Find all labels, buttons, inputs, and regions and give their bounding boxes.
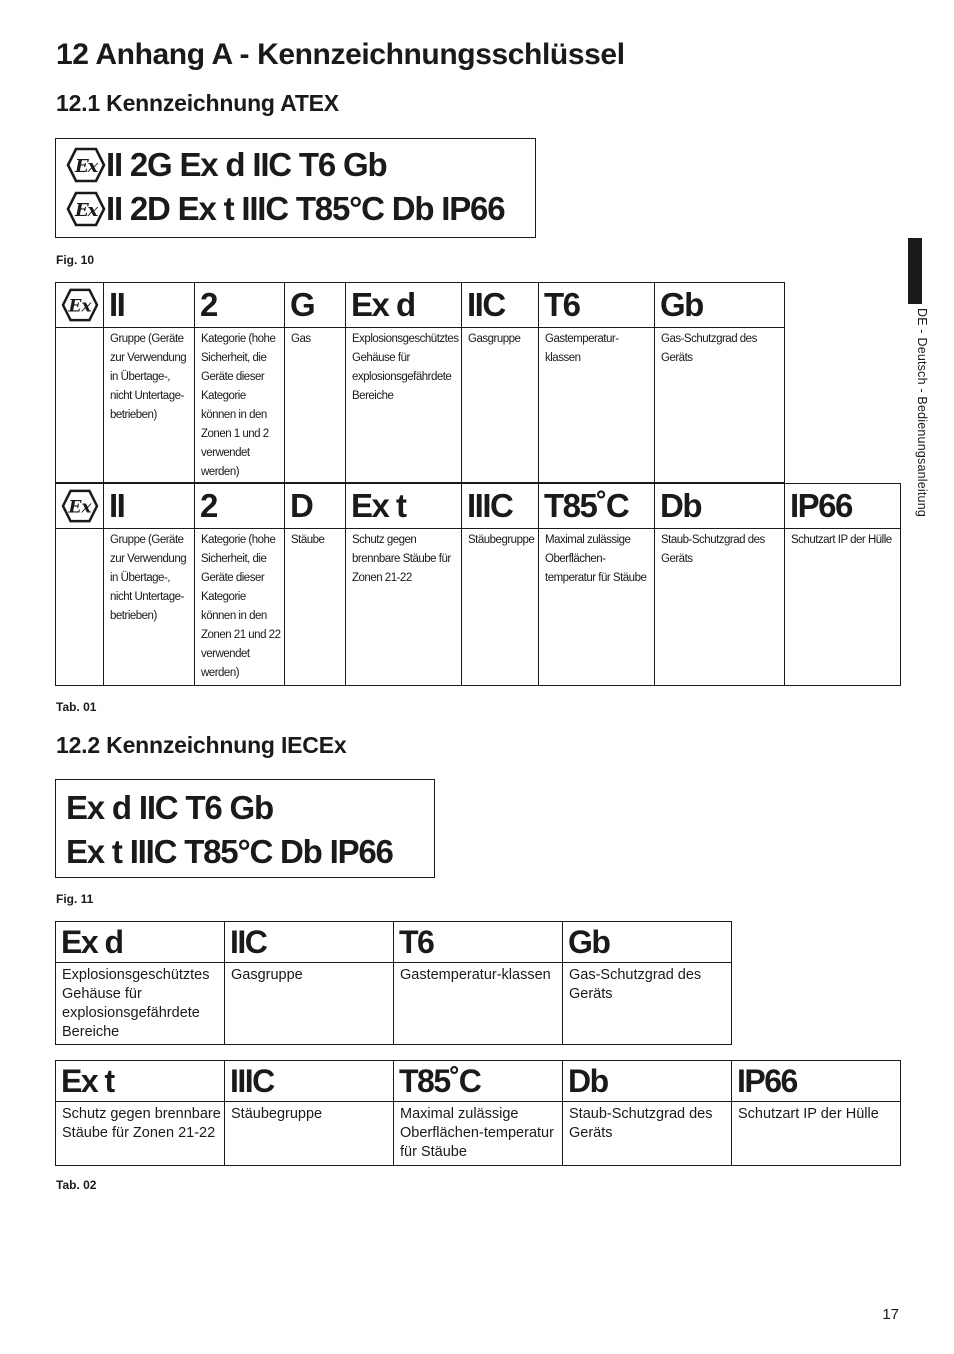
empty-cell	[56, 529, 104, 686]
code-cell: Ex d	[56, 922, 225, 963]
description-cell: Gruppe (Geräte zur Verwendung in Übertage-, nicht Untertage-betrieben)	[104, 529, 195, 686]
description-cell: Gastemperatur-klassen	[539, 328, 655, 483]
code-cell: T85˚C	[394, 1061, 563, 1102]
ex-hexagon-icon	[61, 489, 99, 523]
svg-text:Ex: Ex	[74, 156, 98, 177]
code-cell: Db	[563, 1061, 732, 1102]
page-number: 17	[882, 1306, 899, 1323]
code-cell: T6	[394, 922, 563, 963]
description-cell: Explosionsgeschütztes Gehäuse für explosionsgefährdete Bereiche	[346, 328, 462, 483]
code-cell: IIC	[225, 922, 394, 963]
iecex-dust-table	[55, 1060, 901, 1166]
empty-cell	[56, 328, 104, 483]
ex-icon-cell	[56, 283, 104, 328]
figure-caption-10: Fig. 10	[56, 253, 95, 267]
description-cell: Kategorie (hohe Sicherheit, die Geräte dieser Kategorie können in den Zonen 21 und 22 verwendet werden)	[195, 529, 285, 686]
table-caption-01: Tab. 01	[56, 700, 97, 714]
code-row	[56, 922, 732, 963]
language-side-label: DE - Deutsch - Bedienungsanleitung	[915, 308, 929, 518]
svg-text:Ex: Ex	[74, 200, 98, 221]
code-cell: IIC	[462, 283, 539, 328]
atex-marking-line-1	[66, 143, 535, 187]
description-cell: Schutz gegen brennbare Stäube für Zonen 21-22	[56, 1102, 225, 1166]
description-cell: Stäubegruppe	[462, 529, 539, 686]
code-cell: 2	[195, 484, 285, 529]
iecex-marking-line-2: Ex t IIIC T85°C Db IP66	[66, 833, 393, 870]
atex-marking-text-2: II 2D Ex t IIIC T85°C Db IP66	[106, 190, 505, 227]
code-cell: T6	[539, 283, 655, 328]
code-cell: 2	[195, 283, 285, 328]
svg-text:Ex: Ex	[67, 497, 92, 518]
code-row	[56, 484, 901, 529]
description-cell: Schutzart IP der Hülle	[732, 1102, 901, 1166]
code-cell: Ex t	[56, 1061, 225, 1102]
svg-text:Ex: Ex	[67, 296, 92, 317]
description-cell: Staub-Schutzgrad des Geräts	[655, 529, 785, 686]
code-cell: II	[104, 484, 195, 529]
ex-hexagon-icon	[66, 191, 106, 227]
code-cell: II	[104, 283, 195, 328]
description-cell: Gas-Schutzgrad des Geräts	[563, 963, 732, 1045]
description-cell: Staub-Schutzgrad des Geräts	[563, 1102, 732, 1166]
code-cell: IP66	[732, 1061, 901, 1102]
page-heading: 12 Anhang A - Kennzeichnungsschlüssel	[56, 38, 625, 71]
description-cell: Schutz gegen brennbare Stäube für Zonen 21-22	[346, 529, 462, 686]
iecex-marking-box	[55, 779, 435, 878]
description-cell: Schutzart IP der Hülle	[785, 529, 901, 686]
code-cell: D	[285, 484, 346, 529]
description-cell: Kategorie (hohe Sicherheit, die Geräte dieser Kategorie können in den Zonen 1 und 2 verwendet werden)	[195, 328, 285, 483]
code-cell: IP66	[785, 484, 901, 529]
description-cell: Gasgruppe	[225, 963, 394, 1045]
iecex-marking-line-1: Ex d IIC T6 Gb	[66, 789, 273, 826]
description-cell: Stäubegruppe	[225, 1102, 394, 1166]
table-caption-02: Tab. 02	[56, 1178, 97, 1192]
code-cell: T85˚C	[539, 484, 655, 529]
description-row	[56, 529, 901, 686]
language-tab-marker	[908, 238, 922, 304]
description-row	[56, 328, 785, 483]
description-cell: Gruppe (Geräte zur Verwendung in Übertage-, nicht Untertage-betrieben)	[104, 328, 195, 483]
section-title-iecex: 12.2 Kennzeichnung IECEx	[56, 732, 347, 758]
atex-marking-text-1: II 2G Ex d IIC T6 Gb	[106, 146, 387, 183]
atex-marking-box	[55, 138, 536, 238]
ex-icon-cell	[56, 484, 104, 529]
iecex-gas-table	[55, 921, 732, 1045]
code-cell: Gb	[655, 283, 785, 328]
description-cell: Gasgruppe	[462, 328, 539, 483]
description-row	[56, 963, 732, 1045]
figure-caption-11: Fig. 11	[56, 892, 94, 906]
code-row	[56, 283, 785, 328]
description-cell: Maximal zulässige Oberflächen-temperatur für Stäube	[539, 529, 655, 686]
description-cell: Gas-Schutzgrad des Geräts	[655, 328, 785, 483]
atex-marking-line-2	[66, 187, 535, 231]
code-cell: Gb	[563, 922, 732, 963]
code-cell: IIIC	[462, 484, 539, 529]
atex-gas-table	[55, 282, 785, 483]
ex-hexagon-icon	[66, 147, 106, 183]
code-cell: Ex t	[346, 484, 462, 529]
description-cell: Gas	[285, 328, 346, 483]
code-cell: Db	[655, 484, 785, 529]
atex-dust-table	[55, 483, 901, 686]
code-cell: Ex d	[346, 283, 462, 328]
description-cell: Maximal zulässige Oberflächen-temperatur für Stäube	[394, 1102, 563, 1166]
description-cell: Explosionsgeschütztes Gehäuse für explosionsgefährdete Bereiche	[56, 963, 225, 1045]
ex-hexagon-icon	[61, 288, 99, 322]
code-cell: G	[285, 283, 346, 328]
description-cell: Stäube	[285, 529, 346, 686]
section-title-atex: 12.1 Kennzeichnung ATEX	[56, 90, 339, 116]
code-row	[56, 1061, 901, 1102]
code-cell: IIIC	[225, 1061, 394, 1102]
description-cell: Gastemperatur-klassen	[394, 963, 563, 1045]
description-row	[56, 1102, 901, 1166]
